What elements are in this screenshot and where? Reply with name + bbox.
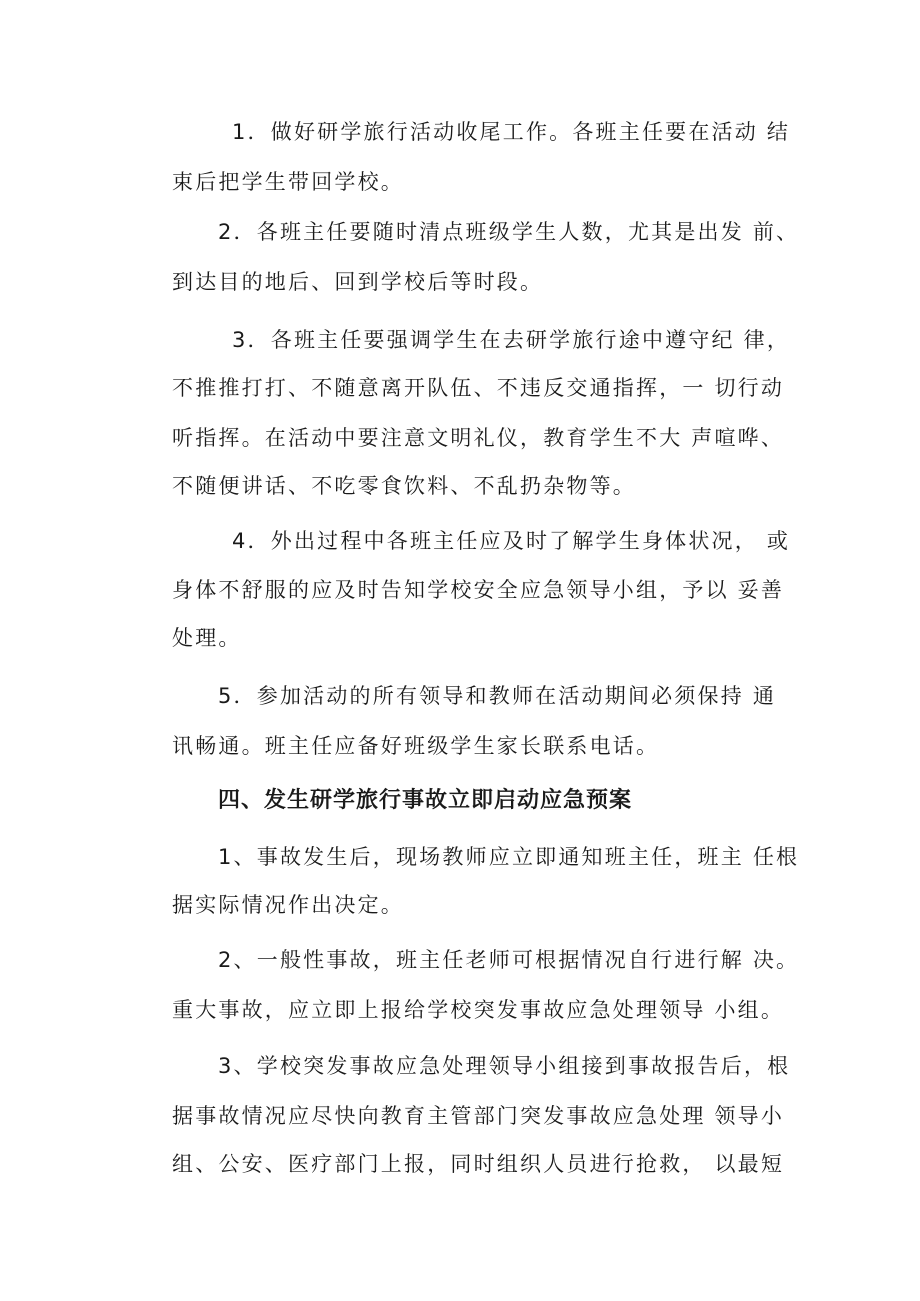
- item-5-line-1: 5．参加活动的所有领导和教师在活动期间必须保持 通: [218, 684, 777, 708]
- item-1-line-2: 束后把学生带回学校。: [172, 170, 404, 194]
- item-3-line-3: 听指挥。在活动中要注意文明礼仪，教育学生不大 声喧哗、: [172, 426, 785, 450]
- item-2-line-1: 2．各班主任要随时清点班级学生人数，尤其是出发 前、: [218, 220, 800, 244]
- item-1-line-1: 1．做好研学旅行活动收尾工作。各班主任要在活动 结: [232, 120, 791, 144]
- section-heading: 四、发生研学旅行事故立即启动应急预案: [218, 788, 633, 813]
- emergency-item-2-line-1: 2、一般性事故，班主任老师可根据情况自行进行解 决。: [218, 948, 800, 972]
- item-2-line-2: 到达目的地后、回到学校后等时段。: [172, 270, 544, 294]
- emergency-item-1-line-2: 据实际情况作出决定。: [172, 893, 404, 917]
- item-3-line-4: 不随便讲话、不吃零食饮料、不乱扔杂物等。: [172, 474, 636, 498]
- emergency-item-2-line-2: 重大事故，应立即上报给学校突发事故应急处理领导 小组。: [172, 998, 785, 1022]
- emergency-item-1-line-1: 1、事故发生后，现场教师应立即通知班主任，班主 任根: [218, 845, 800, 869]
- emergency-item-3-line-2: 据事故情况应尽快向教育主管部门突发事故应急处理 领导小: [172, 1104, 785, 1128]
- item-3-line-1: 3．各班主任要强调学生在去研学旅行途中遵守纪 律，: [232, 328, 791, 352]
- item-4-line-1: 4．外出过程中各班主任应及时了解学生身体状况， 或: [232, 529, 791, 553]
- item-5-line-2: 讯畅通。班主任应备好班级学生家长联系电话。: [172, 734, 660, 758]
- emergency-item-3-line-3: 组、公安、医疗部门上报，同时组织人员进行抢救， 以最短: [172, 1152, 785, 1176]
- item-4-line-2: 身体不舒服的应及时告知学校安全应急领导小组，予以 妥善: [172, 578, 785, 602]
- item-4-line-3: 处理。: [172, 626, 242, 650]
- emergency-item-3-line-1: 3、学校突发事故应急处理领导小组接到事故报告后，根: [218, 1054, 791, 1078]
- item-3-line-2: 不推推打打、不随意离开队伍、不违反交通指挥，一 切行动: [172, 376, 785, 400]
